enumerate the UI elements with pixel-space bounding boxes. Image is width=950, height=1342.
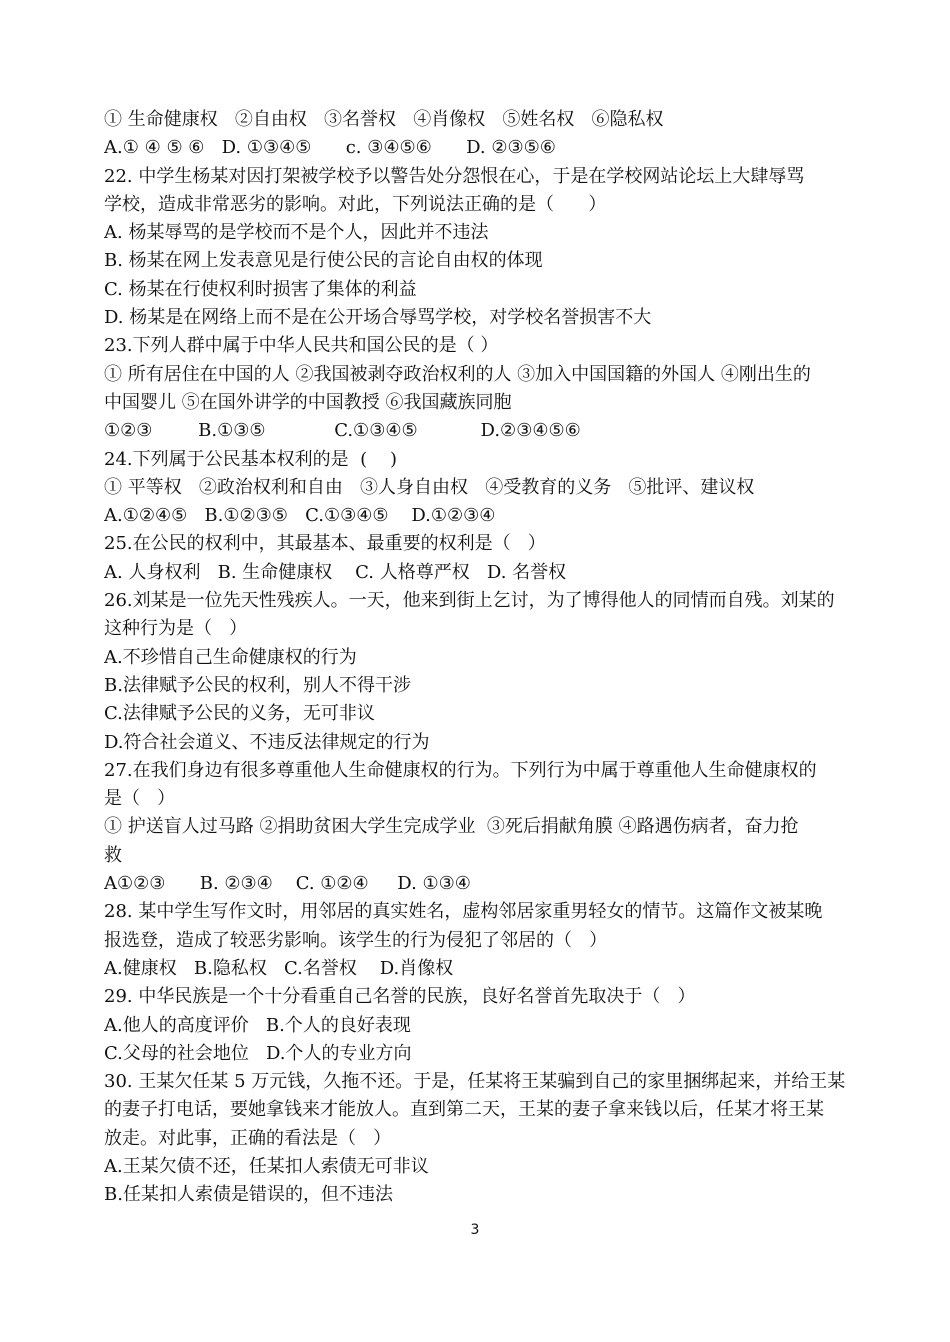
text-line: ① 平等权 ②政治权利和自由 ③人身自由权 ④受教育的义务 ⑤批评、建议权 (104, 476, 755, 498)
question-23-text: 23.下列人群中属于中华人民共和国公民的是（ ） (104, 335, 499, 357)
option-d: D. 杨某是在网络上而不是在公开场合辱骂学校，对学校名誉损害不大 (104, 307, 652, 329)
answer-options: A①②③ B. ②③④ C. ①②④ D. ①③④ (104, 873, 471, 895)
question-30-text: 30. 王某欠任某 5 万元钱，久拖不还。于是，任某将王某骗到自己的家里捆绑起来，并给王某 (104, 1071, 846, 1093)
text-line: 的妻子打电话，要她拿钱来才能放人。直到第二天，王某的妻子拿来钱以后，任某才将王某 (104, 1099, 824, 1121)
text-line: ① 护送盲人过马路 ②捐助贫困大学生完成学业 ③死后捐献角膜 ④路遇伤病者，奋力抢 (104, 816, 799, 838)
option-c: C.法律赋予公民的义务，无可非议 (104, 703, 375, 725)
text-line: ① 生命健康权 ②自由权 ③名誉权 ④肖像权 ⑤姓名权 ⑥隐私权 (104, 109, 664, 130)
option-b: B. 杨某在网上发表意见是行使公民的言论自由权的体现 (104, 250, 543, 272)
text-line: 报选登，造成了较恶劣影响。该学生的行为侵犯了邻居的（ ） (104, 929, 608, 951)
option-a: A. 杨某辱骂的是学校而不是个人，因此并不违法 (104, 222, 489, 244)
answer-options: A. 人身权利 B. 生命健康权 C. 人格尊严权 D. 名誉权 (104, 561, 567, 583)
question-26-text: 26.刘某是一位先天性残疾人。一天，他来到街上乞讨，为了博得他人的同情而自残。刘某的 (104, 590, 835, 612)
answer-options: A.①②④⑤ B.①②③⑤ C.①③④⑤ D.①②③④ (104, 505, 496, 527)
option-c: C. 杨某在行使权利时损害了集体的利益 (104, 278, 417, 300)
option-a: A.王某欠债不还，任某扣人索债无可非议 (104, 1155, 429, 1177)
answer-options: A.他人的高度评价 B.个人的良好表现 (104, 1014, 411, 1036)
option-b: B.任某扣人索债是错误的，但不违法 (104, 1184, 393, 1206)
question-24-text: 24.下列属于公民基本权利的是 ( ) (104, 448, 397, 470)
text-line: 学校，造成非常恶劣的影响。对此，下列说法正确的是（ ） (104, 193, 607, 215)
question-29-text: 29. 中华民族是一个十分看重自己名誉的民族，良好名誉首先取决于（ ） (104, 986, 696, 1008)
text-line: 救 (104, 844, 122, 866)
text-line: 中国婴儿 ⑤在国外讲学的中国教授 ⑥我国藏族同胞 (104, 391, 512, 413)
text-line: 放走。对此事，正确的看法是（ ） (104, 1127, 392, 1149)
text-line: A.① ④ ⑤ ⑥ D. ①③④⑤ c. ③④⑤⑥ D. ②③⑤⑥ (104, 137, 556, 159)
answer-options: C.父母的社会地位 D.个人的专业方向 (104, 1042, 412, 1064)
question-25-text: 25.在公民的权利中，其最基本、最重要的权利是（ ） (104, 533, 546, 555)
text-line: ① 所有居住在中国的人 ②我国被剥夺政治权利的人 ③加入中国国籍的外国人 ④刚出生的 (104, 363, 811, 385)
question-22-text: 22. 中学生杨某对因打架被学校予以警告处分怨恨在心，于是在学校网站论坛上大肆辱骂 (104, 165, 805, 187)
question-27-text: 27.在我们身边有很多尊重他人生命健康权的行为。下列行为中属于尊重他人生命健康权的 (104, 759, 817, 781)
question-28-text: 28. 某中学生写作文时，用邻居的真实姓名，虚构邻居家重男轻女的情节。这篇作文被某晚 (104, 901, 823, 923)
answer-options: ①②③ B.①③⑤ C.①③④⑤ D.②③④⑤⑥ (104, 420, 581, 442)
option-b: B.法律赋予公民的权利，别人不得干涉 (104, 674, 411, 696)
option-d: D.符合社会道义、不违反法律规定的行为 (104, 731, 430, 753)
option-a: A.不珍惜自己生命健康权的行为 (104, 646, 357, 668)
page-body (104, 106, 849, 1210)
text-line: 是（ ） (104, 788, 176, 810)
text-line: 这种行为是（ ） (104, 618, 248, 640)
answer-options: A.健康权 B.隐私权 C.名誉权 D.肖像权 (104, 957, 454, 979)
page-number: 3 (470, 1222, 480, 1238)
